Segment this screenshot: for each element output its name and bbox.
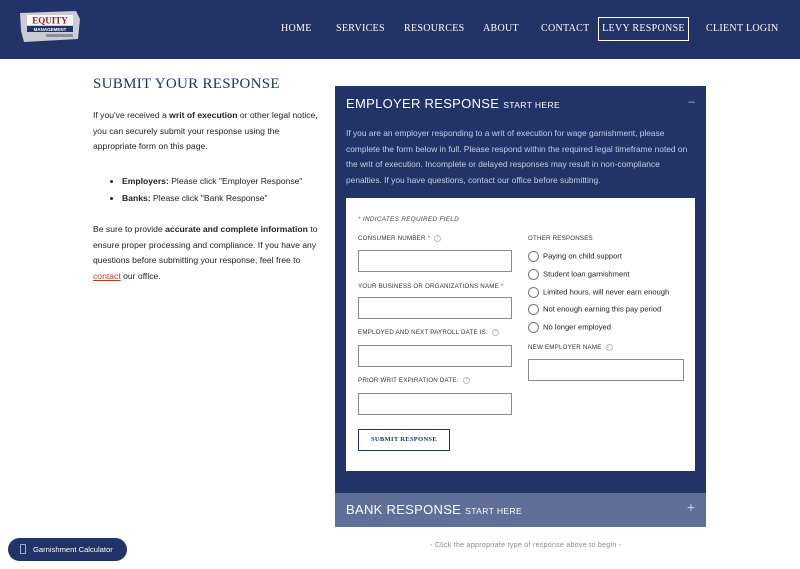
intro-text-2: or other legal notice, you can securely submit your response using the appropriate form on this page.	[93, 110, 318, 151]
nav-client-login[interactable]: CLIENT LOGIN	[706, 23, 779, 34]
radio-option[interactable]	[528, 322, 611, 333]
required-note	[358, 216, 459, 223]
nav-contact[interactable]: CONTACT	[541, 23, 590, 34]
helper-hint: - Click the appropriate type of response above to begin -	[430, 542, 622, 549]
employer-response-header[interactable]	[346, 96, 560, 111]
prior-writ-label	[358, 377, 470, 384]
required-note-text: INDICATES REQUIRED FIELD	[362, 216, 460, 223]
employer-form	[346, 198, 695, 471]
radio-label: Paying on child support	[543, 251, 622, 261]
calculator-icon	[20, 544, 26, 554]
consumer-number-text: CONSUMER NUMBER	[358, 235, 426, 243]
help-icon[interactable]: ?	[606, 344, 613, 351]
guidance-text-3: our office.	[120, 270, 161, 281]
expand-icon[interactable]: +	[686, 499, 695, 515]
collapse-icon[interactable]: –	[688, 94, 695, 108]
employer-start-here: START HERE	[503, 100, 561, 110]
garnishment-calculator-button[interactable]	[8, 538, 127, 561]
nav-resources[interactable]: RESOURCES	[404, 23, 465, 34]
new-employer-text: NEW EMPLOYER NAME	[528, 344, 602, 352]
radio-option[interactable]	[528, 287, 669, 298]
nav-home[interactable]: HOME	[281, 23, 312, 34]
radio-label: No longer employed	[543, 322, 611, 332]
business-name-label	[358, 283, 504, 290]
employed-date-label	[358, 329, 499, 336]
help-icon[interactable]: ?	[434, 235, 441, 242]
bank-response-panel[interactable]	[335, 493, 706, 527]
guidance-bold: accurate and complete information	[165, 224, 308, 234]
main-nav	[0, 0, 800, 59]
guidance-text-2: to ensure proper processing and compliance. If you have any questions before submitting your response, feel free to	[93, 224, 318, 265]
radio-option[interactable]	[528, 251, 622, 262]
list-item	[122, 173, 302, 190]
radio-button[interactable]	[528, 287, 539, 298]
other-responses-label: OTHER RESPONSES	[528, 235, 593, 242]
employers-label: Employers:	[122, 176, 169, 186]
radio-button[interactable]	[528, 251, 539, 262]
help-icon[interactable]: ?	[463, 377, 470, 384]
radio-option[interactable]	[528, 304, 661, 315]
radio-button[interactable]	[528, 322, 539, 333]
intro-paragraph	[93, 108, 323, 155]
bank-response-header[interactable]	[346, 502, 522, 517]
bank-response-title: BANK RESPONSE	[346, 502, 462, 517]
guidance-text-1: Be sure to provide	[93, 224, 166, 234]
intro-bold-writ: writ of execution	[169, 110, 238, 120]
svg-text:EQUITY: EQUITY	[32, 15, 68, 26]
svg-text:MANAGEMENT: MANAGEMENT	[33, 27, 67, 32]
banks-text: Please click "Bank Response"	[150, 193, 268, 203]
prior-writ-input[interactable]	[358, 393, 512, 415]
radio-label: Student loan garnishment	[543, 269, 630, 279]
guidance-paragraph	[93, 222, 323, 284]
nav-levy-response[interactable]: LEVY RESPONSE	[598, 17, 689, 41]
nav-services[interactable]: SERVICES	[336, 23, 385, 34]
employer-response-title: EMPLOYER RESPONSE	[346, 96, 500, 111]
nav-about[interactable]: ABOUT	[483, 23, 519, 34]
site-header	[0, 0, 800, 59]
business-name-text: YOUR BUSINESS OR ORGANIZATIONS NAME	[358, 283, 499, 290]
bank-start-here: START HERE	[465, 506, 523, 516]
radio-button[interactable]	[528, 269, 539, 280]
required-star: *	[500, 283, 504, 290]
banks-label: Banks:	[122, 193, 151, 203]
prior-writ-text: PRIOR WRIT EXPIRATION DATE:	[358, 377, 459, 385]
employed-date-input[interactable]	[358, 345, 512, 367]
radio-option[interactable]	[528, 269, 630, 280]
consumer-number-label	[358, 235, 441, 242]
page-title: SUBMIT YOUR RESPONSE	[93, 76, 280, 92]
employer-description: If you are an employer responding to a writ of execution for wage garnishment, please complete the form below in full. Please respond within the required legal timeframe noted on the writ of execution. Incomplete or delayed responses may result in non-compliance penalties. If you have questions, contact our office before submitting.	[346, 128, 688, 185]
radio-label: Not enough earning this pay period	[543, 304, 662, 314]
radio-button[interactable]	[528, 304, 539, 315]
intro-text-1: If you've received a	[93, 110, 170, 120]
new-employer-label	[528, 344, 613, 351]
new-employer-input[interactable]	[528, 359, 684, 381]
required-star: *	[427, 235, 431, 243]
radio-label: Limited hours, will never earn enough	[543, 287, 670, 297]
required-star: *	[358, 216, 361, 223]
submit-response-button[interactable]: SUBMIT RESPONSE	[358, 429, 450, 451]
help-icon[interactable]: ?	[492, 329, 499, 336]
calculator-label: Garnishment Calculator	[33, 545, 113, 554]
employers-text: Please click "Employer Response"	[168, 176, 303, 186]
list-item	[122, 190, 302, 207]
contact-link[interactable]: contact	[93, 270, 121, 281]
employed-date-text: EMPLOYED AND NEXT PAYROLL DATE IS:	[358, 329, 488, 337]
business-name-input[interactable]	[358, 297, 512, 319]
consumer-number-input[interactable]	[358, 250, 512, 272]
instruction-list	[108, 173, 302, 207]
